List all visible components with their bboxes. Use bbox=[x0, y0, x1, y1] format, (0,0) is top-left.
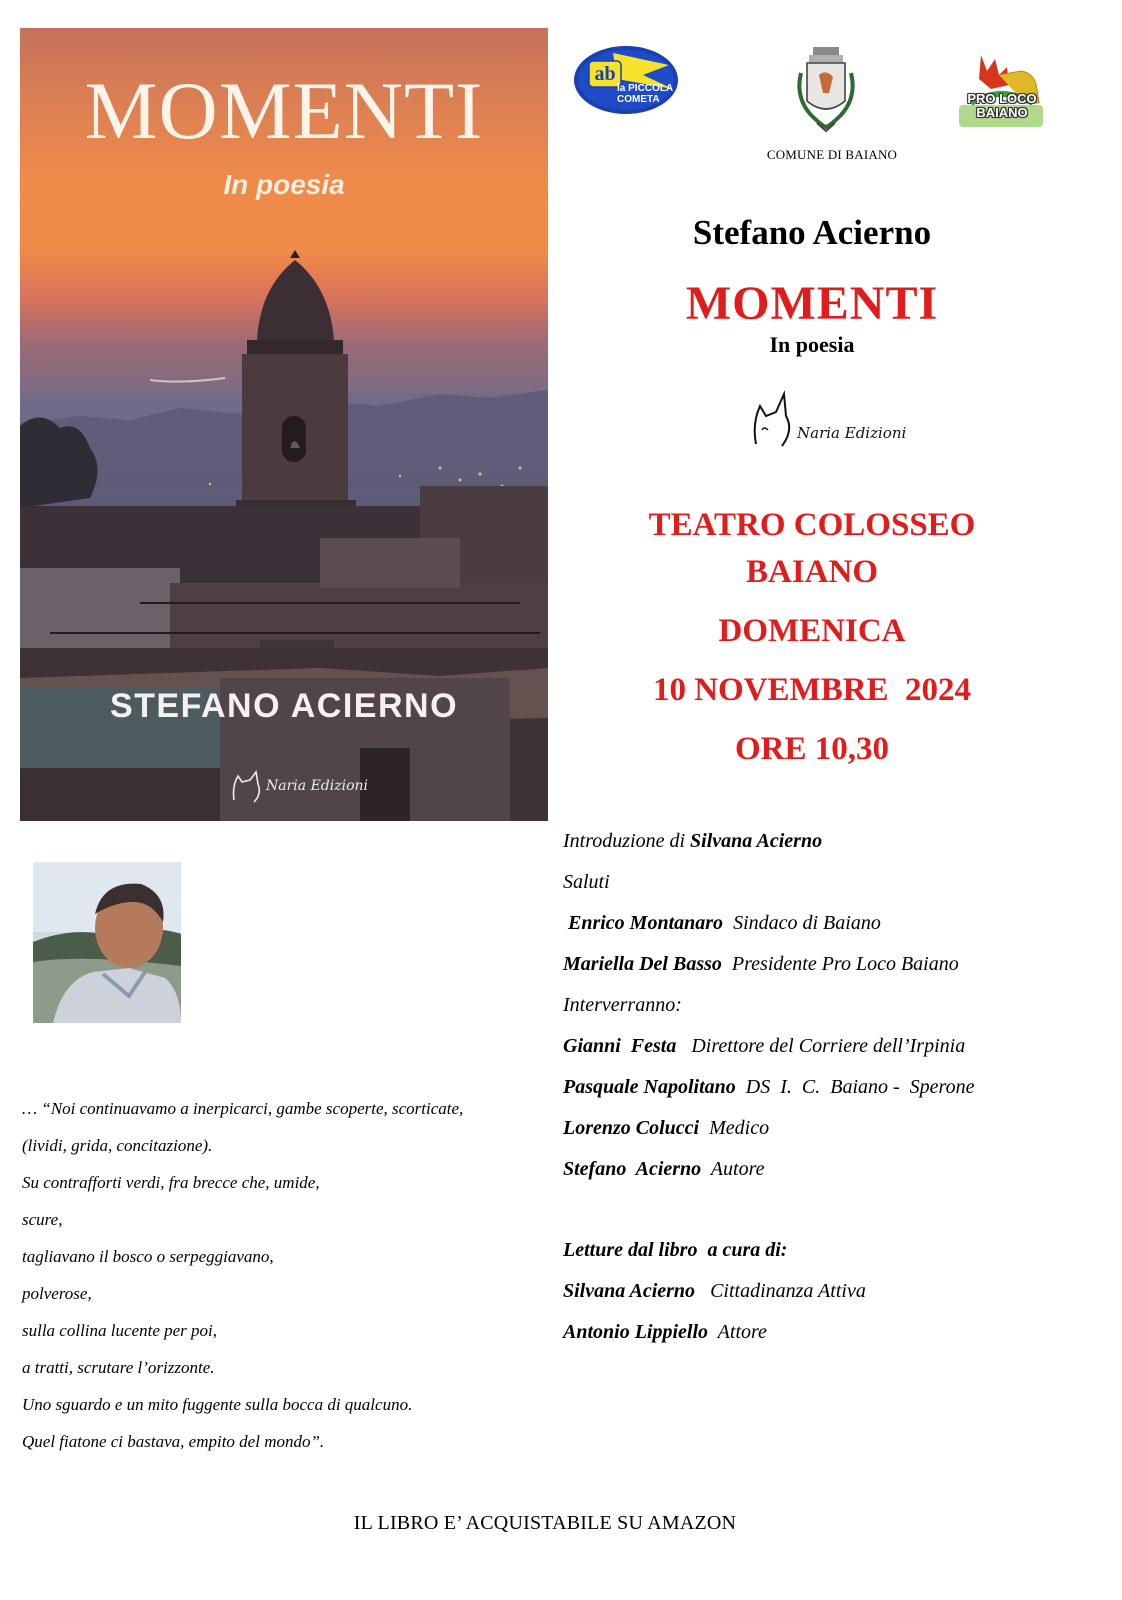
svg-text:ab: ab bbox=[594, 63, 616, 85]
cover-title: MOMENTI bbox=[84, 65, 484, 156]
program-item: Mariella Del Basso Presidente Pro Loco Baiano bbox=[563, 953, 959, 975]
event-day: DOMENICA bbox=[718, 613, 906, 649]
program-item: Lorenzo Colucci Medico bbox=[563, 1117, 770, 1139]
la-piccola-cometa-logo: ab la PICCOLA COMETA bbox=[573, 45, 679, 115]
program-heading: Letture dal libro a cura di: bbox=[563, 1239, 788, 1261]
poem-line: Quel fiatone ci bastava, empito del mondo”. bbox=[22, 1432, 325, 1451]
program-item: Enrico Montanaro Sindaco di Baiano bbox=[563, 912, 881, 934]
comune-di-baiano-crest-icon bbox=[793, 45, 859, 137]
author-name: Stefano Acierno bbox=[692, 213, 932, 252]
venue-name: TEATRO COLOSSEO bbox=[648, 507, 976, 543]
book-cover-image bbox=[20, 28, 548, 821]
poem-line: … “Noi continuavamo a inerpicarci, gambe scoperte, scorticate, bbox=[22, 1099, 464, 1118]
event-time: ORE 10,30 bbox=[734, 731, 889, 767]
poem-line: tagliavano il bosco o serpeggiavano, bbox=[22, 1247, 274, 1266]
poem-line: polverose, bbox=[22, 1284, 92, 1303]
author-photo bbox=[33, 862, 181, 1023]
poem-line: a tratti, scrutare l’orizzonte. bbox=[22, 1358, 215, 1377]
pro-loco-baiano-logo: PRO LOCO BAIANO bbox=[951, 45, 1051, 131]
comune-label: COMUNE DI BAIANO bbox=[766, 147, 898, 162]
book-subtitle: In poesia bbox=[769, 332, 855, 357]
cover-publisher-logo: Naria Edizioni bbox=[228, 766, 368, 806]
cover-author: STEFANO ACIERNO bbox=[109, 687, 459, 725]
venue-town: BAIANO bbox=[745, 554, 879, 590]
program-item: Stefano Acierno Autore bbox=[563, 1158, 765, 1180]
bell-tower-illustration bbox=[236, 250, 356, 530]
poem-line: sulla collina lucente per poi, bbox=[22, 1321, 217, 1340]
cover-subtitle: In poesia bbox=[223, 169, 345, 200]
poem-line: Uno sguardo e un mito fuggente sulla bocca di qualcuno. bbox=[22, 1395, 413, 1414]
naria-edizioni-logo: Naria Edizioni bbox=[750, 388, 890, 454]
book-title: MOMENTI bbox=[685, 277, 939, 330]
program-item: Antonio Lippiello Attore bbox=[563, 1321, 767, 1343]
program-item: Silvana Acierno Cittadinanza Attiva bbox=[563, 1280, 866, 1302]
poem-line: (lividi, grida, concitazione). bbox=[22, 1136, 213, 1155]
program-item: Gianni Festa Direttore del Corriere dell’Irpinia bbox=[563, 1035, 966, 1057]
program-item: Introduzione di Silvana Acierno bbox=[563, 830, 823, 852]
program-item: Pasquale Napolitano DS I. C. Baiano - Sperone bbox=[563, 1076, 975, 1098]
poem-line: scure, bbox=[22, 1210, 63, 1229]
cat-icon bbox=[228, 768, 268, 808]
poem-line: Su contrafforti verdi, fra brecce che, umide, bbox=[22, 1173, 320, 1192]
program-item: Saluti bbox=[563, 871, 610, 893]
cat-icon bbox=[750, 388, 798, 454]
program-item: Interverranno: bbox=[563, 994, 682, 1016]
event-date: 10 NOVEMBRE 2024 bbox=[652, 672, 972, 708]
footer-note: IL LIBRO E’ ACQUISTABILE SU AMAZON bbox=[353, 1512, 737, 1534]
